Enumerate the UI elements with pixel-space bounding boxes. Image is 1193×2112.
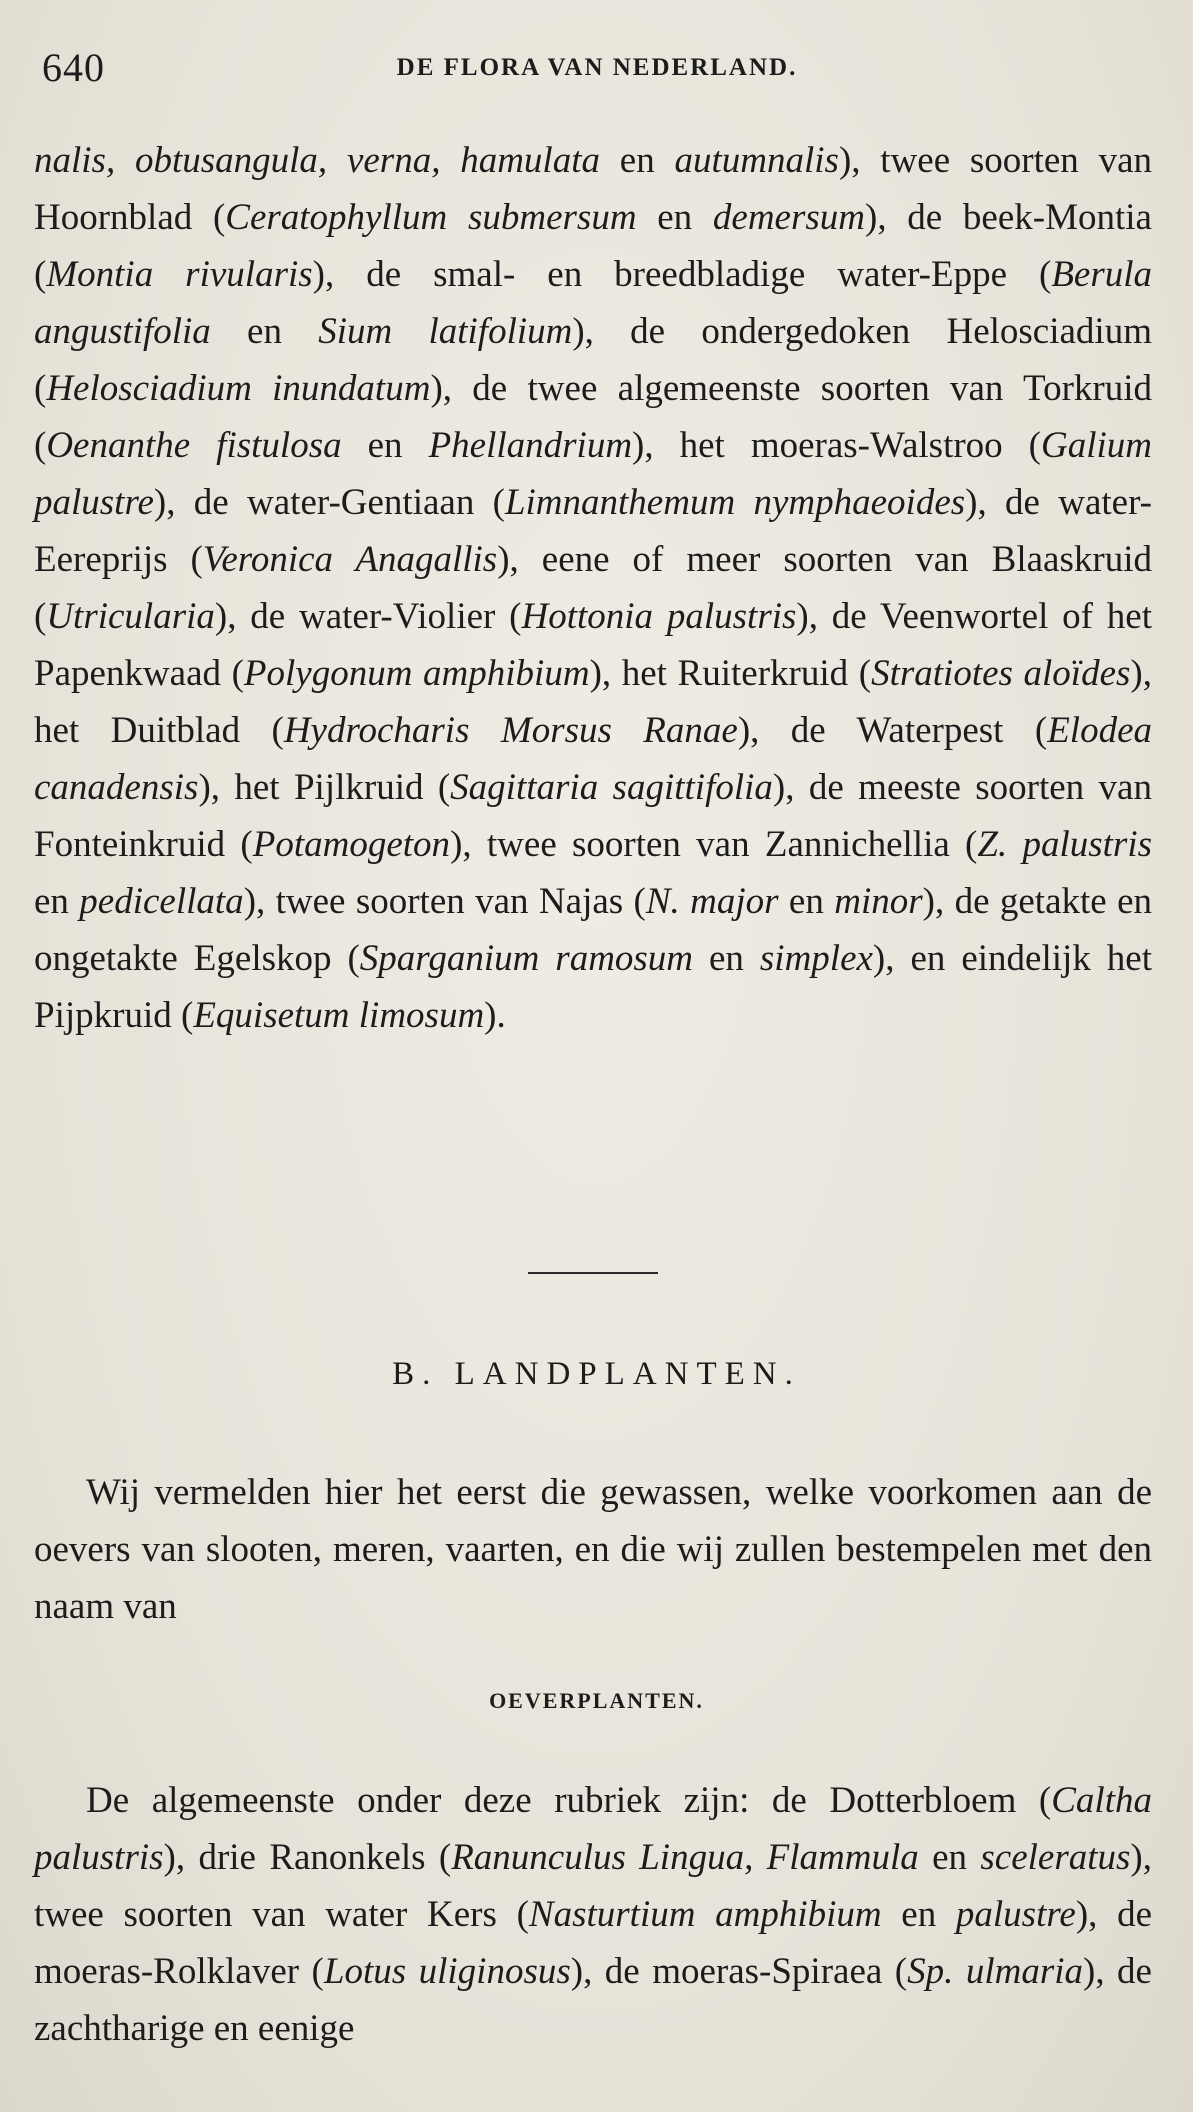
text-run: ), de moeras-Spiraea (: [570, 1951, 908, 1992]
latin-name: nalis, obtusangula, verna, hamulata: [34, 140, 600, 181]
latin-name: palustre: [955, 1894, 1076, 1935]
latin-name: Hottonia palustris: [521, 596, 797, 637]
latin-name: Ranunculus Lingua, Flammula: [451, 1837, 919, 1878]
text-run: en: [636, 197, 713, 238]
text-run: De algemeenste onder deze rubriek zijn: de Dotterbloem (: [86, 1780, 1052, 1821]
text-run: en: [881, 1894, 956, 1935]
latin-name: Ceratophyllum submersum: [225, 197, 637, 238]
latin-name: Potamogeton: [252, 824, 451, 865]
latin-name: Galium palustre: [34, 425, 1152, 523]
latin-name: Sium latifolium: [318, 311, 573, 352]
latin-name: demersum: [712, 197, 865, 238]
paragraph-intro: Wij vermelden hier het eerst die gewassen, welke voorkomen aan de oevers van slooten, meren, vaarten, en die wij zullen bestempelen met den naam van: [34, 1472, 1152, 1627]
text-run: ), het Ruiterkruid (: [589, 653, 872, 694]
text-run: ).: [484, 995, 506, 1036]
latin-name: Utricularia: [46, 596, 215, 637]
text-run: ), de zachtharige en eenige: [34, 1951, 1152, 2049]
latin-name: Lotus uliginosus: [323, 1951, 571, 1992]
text-run: ), de Waterpest (: [737, 710, 1048, 751]
latin-name: Phellandrium: [428, 425, 633, 466]
text-run: ), de water-Violier (: [214, 596, 522, 637]
latin-name: Veronica Anagallis: [202, 539, 498, 580]
latin-name: Berula angustifolia: [34, 254, 1153, 352]
text-run: en: [210, 311, 319, 352]
page-header: [42, 44, 1152, 92]
text-run: en: [341, 425, 429, 466]
text-run: ), drie Ranonkels (: [163, 1837, 452, 1878]
latin-name: autumnalis: [674, 140, 839, 181]
text-run: en: [778, 881, 835, 922]
text-run: en: [693, 938, 760, 979]
text-run: ), de smal- en breedbladige water-Eppe (: [312, 254, 1052, 295]
section-divider: [528, 1272, 658, 1277]
text-run: ), twee soorten van Zannichellia (: [450, 824, 978, 865]
latin-name: Stratiotes aloïdes: [871, 653, 1131, 694]
text-run: ), de water-Eereprijs (: [34, 482, 1153, 580]
text-run: ), de Veenwortel of het Papenkwaad (: [34, 596, 1152, 694]
latin-name: Sp. ulmaria: [907, 1951, 1084, 1992]
text-run: ), en eindelijk het Pijpkruid (: [34, 938, 1152, 1036]
text-run: ), eene of meer soorten van Blaaskruid (: [34, 539, 1152, 637]
text-run: ), de getakte en ongetakte Egelskop (: [34, 881, 1152, 979]
latin-name: simplex: [759, 938, 873, 979]
text-run: ), de beek-Montia (: [34, 197, 1152, 295]
text-run: ), de ondergedoken Helosciadium (: [34, 311, 1152, 409]
text-run: en: [600, 140, 675, 181]
text-run: en: [34, 881, 80, 922]
latin-name: N. major: [645, 881, 779, 922]
latin-name: Z. palustris: [977, 824, 1152, 865]
text-run: ), de twee algemeenste soorten van Torkruid (: [34, 368, 1152, 466]
latin-name: Elodea canadensis: [34, 710, 1152, 808]
sub-heading: OEVERPLANTEN.: [489, 1688, 704, 1713]
latin-name: Sparganium ramosum: [359, 938, 694, 979]
text-run: ), het Pijlkruid (: [198, 767, 451, 808]
latin-name: Polygonum amphibium: [243, 653, 590, 694]
latin-name: sceleratus: [980, 1837, 1131, 1878]
text-run: ), twee soorten van water Kers (: [34, 1837, 1152, 1935]
section-heading: B. LANDPLANTEN.: [392, 1356, 801, 1392]
running-head: DE FLORA VAN NEDERLAND.: [396, 54, 798, 81]
latin-name: Hydrocharis Morsus Ranae: [283, 710, 738, 751]
text-run: ), twee soorten van Hoornblad (: [34, 140, 1152, 238]
latin-name: Limnanthemum nymphaeoides: [504, 482, 966, 523]
latin-name: Caltha palustris: [34, 1780, 1152, 1878]
latin-name: pedicellata: [79, 881, 244, 922]
page-number: 640: [42, 45, 105, 90]
latin-name: Oenanthe fistulosa: [46, 425, 342, 466]
text-run: ), het Duitblad (: [34, 653, 1152, 751]
paragraph-bank-plants: [34, 1772, 1152, 2057]
latin-name: Helosciadium inundatum: [46, 368, 431, 409]
latin-name: Equisetum limosum: [193, 995, 485, 1036]
paragraph-aquatic-plants: [34, 132, 1152, 1044]
text-run: ), de meeste soorten van Fonteinkruid (: [34, 767, 1152, 865]
latin-name: Sagittaria sagittifolia: [450, 767, 773, 808]
text-run: ), het moeras-Walstroo (: [632, 425, 1041, 466]
text-run: ), de water-Gentiaan (: [153, 482, 505, 523]
text-run: ), de moeras-Rolklaver (: [34, 1894, 1152, 1992]
latin-name: minor: [834, 881, 923, 922]
latin-name: Nasturtium amphibium: [528, 1894, 882, 1935]
text-run: ), twee soorten van Najas (: [243, 881, 646, 922]
latin-name: Montia rivularis: [46, 254, 313, 295]
text-run: en: [918, 1837, 981, 1878]
